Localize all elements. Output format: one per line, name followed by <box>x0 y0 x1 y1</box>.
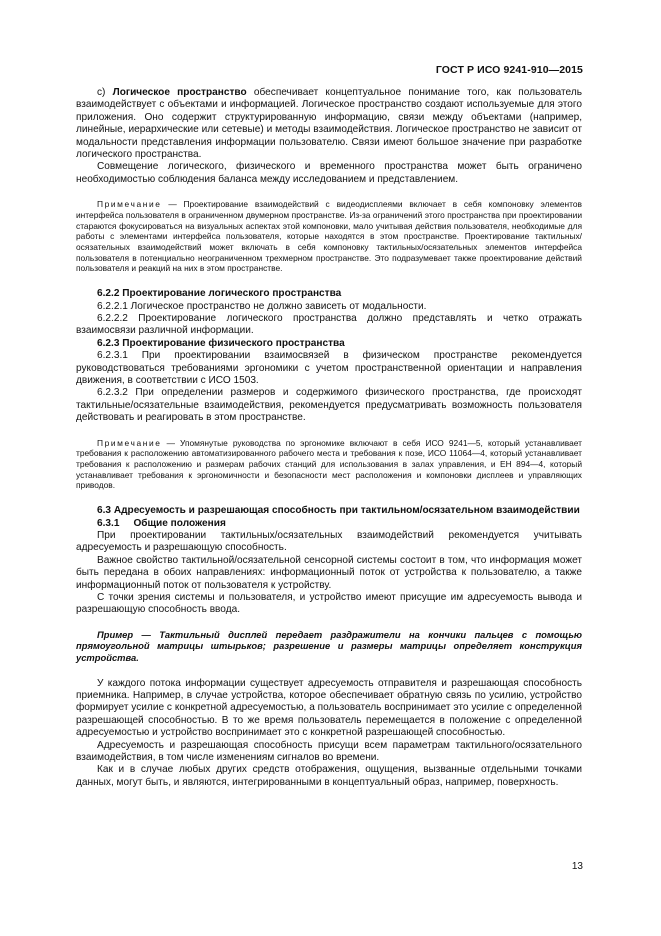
paragraph-6-3-1-c: С точки зрения системы и пользователя, и устройство имеют присущие им адресуемость вывода и разрешающую способность ввода. <box>76 592 582 616</box>
example-block: Пример — Тактильный дисплей передает раздражители на кончики пальцев с помощью прямоугольной матрицы штырьков; разрешение и размеры матрицы определяет конструкция устройства. <box>76 628 582 663</box>
page-number: 13 <box>571 861 583 872</box>
paragraph-final: Как и в случае любых других средств отображения, ощущения, вызванные отдельными точками данных, могут быть, и являются, интегрированными в концептуальный образ, например, поверхность. <box>76 764 582 788</box>
note-label: Примечание <box>97 199 162 210</box>
heading-6-2-3: 6.2.3 Проектирование физического пространства <box>97 337 345 349</box>
standard-header: ГОСТ Р ИСО 9241-910—2015 <box>435 64 583 76</box>
paragraph-6-3-1-b: Важное свойство тактильной/осязательной сенсорной системы состоит в том, что информация может быть передана в обоих направлениях: информационный поток от устройства к пользователю, а также информационный поток от пользователя к устройству. <box>76 554 582 591</box>
term-logical-space: Логическое пространство <box>112 87 247 98</box>
clause-6-2-3-1: 6.2.3.1 При проектировании взаимосвязей в физическом пространстве рекомендуется руководствоваться требованиями эргономики с учетом пространственной ориентации и направления движения, в соответствии с ИСО 1503. <box>76 350 582 387</box>
note-2 <box>76 438 582 492</box>
heading-6-3-1 <box>76 518 582 530</box>
heading-6-3: 6.3 Адресуемость и разрешающая способность при тактильном/осязательном взаимодействии <box>97 505 580 517</box>
heading-number: 6.3.1 <box>97 517 120 529</box>
clause-6-2-3-2: 6.2.3.2 При определении размеров и содержимого физического пространства, где происходят тактильные/осязательные взаимодействия, рекомендуется предусматривать возможность пользователя действовать и реагировать в этом пространстве. <box>76 387 582 424</box>
clause-6-2-2-1: 6.2.2.1 Логическое пространство не должно зависеть от модальности. <box>97 300 427 312</box>
paragraph-6-3-1-a: При проектировании тактильных/осязательных взаимодействий рекомендуется учитывать адресуемость и разрешающую способность. <box>76 529 582 554</box>
note-1 <box>76 199 582 274</box>
paragraph-logical-space <box>76 87 582 161</box>
paragraph-combination: Совмещение логического, физического и временного пространства может быть ограничено необходимостью соблюдения баланса между исследованием и представлением. <box>76 161 582 185</box>
paragraph-information-stream: У каждого потока информации существует адресуемость отправителя и разрешающая способность приемника. Например, в случае устройства, которое обеспечивает обратную связь по усилию, устройство формирует усилие с конкретной адресуемостью, а пользователь воспринимает это усилие с определенной разрешающей способностью. В то же время пользователь перемещается в положение с определенной адресуемостью и устройство воспринимает это с конкретной разрешающей способностью. <box>76 677 582 739</box>
paragraph-parameters: Адресуемость и разрешающая способность присущи всем параметрам тактильного/осязательного взаимодействия, в том числе изменениям сигналов во времени. <box>76 739 582 764</box>
clause-6-2-2-2: 6.2.2.2 Проектирование логического пространства должно представлять и четко отражать взаимосвязи различной информации. <box>76 312 582 337</box>
note-label: Примечание <box>97 437 162 448</box>
document-body <box>76 87 582 789</box>
note-text: — Упомянутые руководства по эргономике включают в себя ИСО 9241—5, который устанавливает требования к расположению автоматизированного рабочего места и требования к позе, ИСО 11064—4, который устанавливает требования к расположению и размерам рабочих станций для использования в залах управления, и ЕН 894—4, который устанавливает требования к эргономичности и безопасности мест расположения и компоновки дисплеев и управляющих приводов. <box>76 437 583 491</box>
heading-6-2-2: 6.2.2 Проектирование логического пространства <box>97 288 342 300</box>
list-marker: с) <box>97 87 106 98</box>
heading-title: Общие положения <box>133 517 226 529</box>
note-text: — Проектирование взаимодействий с видеодисплеями включает в себя компоновку элементов интерфейса пользователя в ограниченном двумерном пространстве. Из-за ограничений этого пространства при проектировании стараются фокусироваться на визуальных аспектах этой компоновки, мало учитывая действия пользователя, необходимые для работы с элементами интерфейса пользователя, которые находятся в этом пространстве. Проектирование тактильных/осязательных взаимодействий может включать в себя компоновку тактильных/осязательных элементов интерфейса пользователя в потенциально неограниченном трехмерном пространстве. Это подразумевает также проектирование действий пользователя и реакций на них в этом пространстве. <box>76 199 583 274</box>
paragraph-text: обеспечивает концептуальное понимание того, как пользователь взаимодействует с объектами и информацией. Логическое пространство создают используемые для этого приложения. Оно содержит структурированную информацию, связи между объектами (например, линейные, иерархические или сетевые) и методы взаимодействия. Логическое пространство не зависит от модальности представления информации пользователю. Связи имеют большое значение при разработке логического пространства. <box>76 87 582 161</box>
